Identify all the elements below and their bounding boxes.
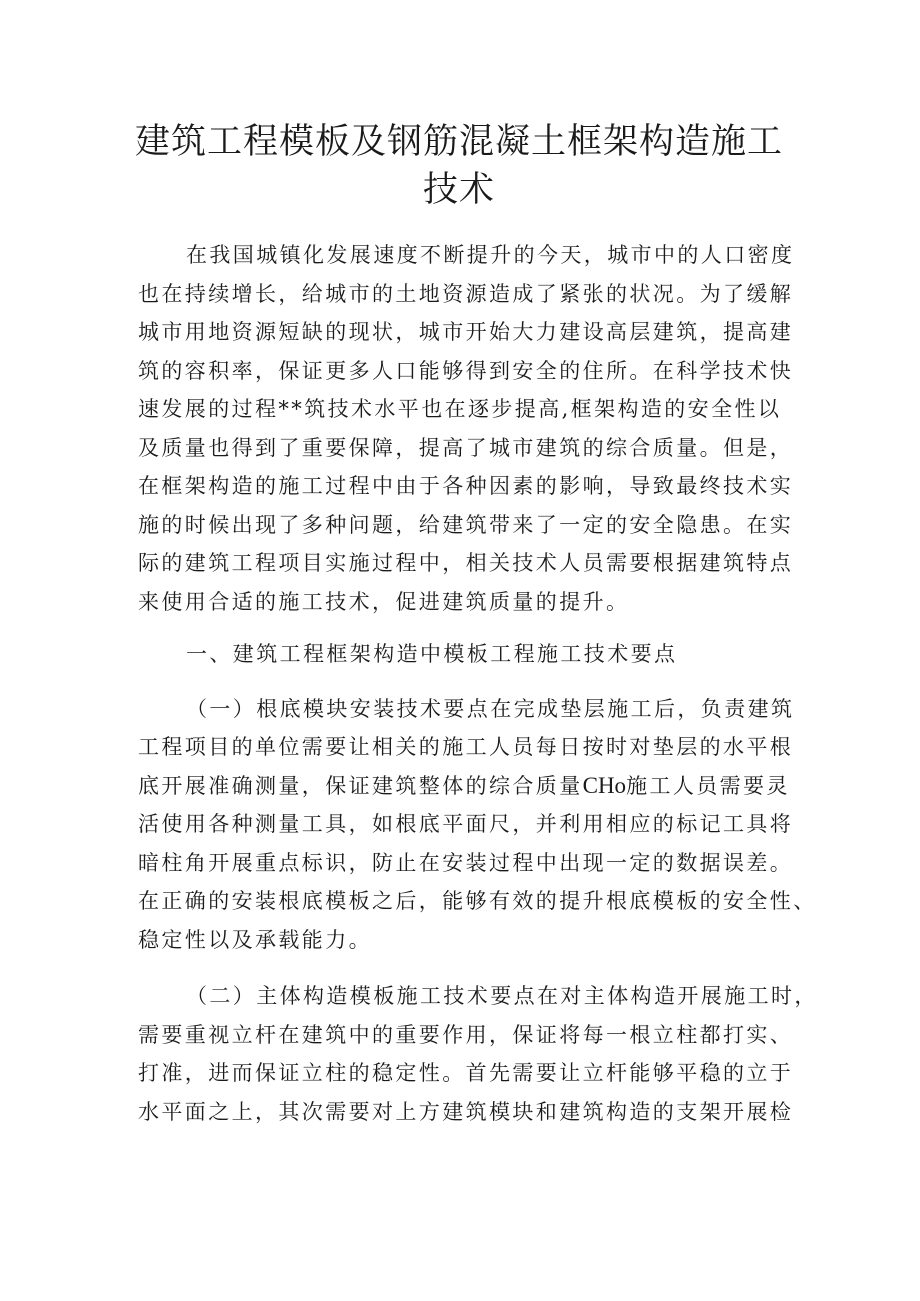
text-run: 底开展准确测量，保证建筑整体的综合质量 (138, 773, 583, 798)
section-1-heading: 一、建筑工程框架构造中模板工程施工技术要点 (186, 642, 678, 666)
text-line: 筑的容积率，保证更多人口能够得到安全的住所。在科学技术快 (138, 358, 794, 383)
subsection-1-paragraph (138, 690, 817, 960)
text-line: 施的时候出现了多种问题，给建筑带来了一定的安全隐患。在实 (138, 512, 794, 537)
text-line: （一）根底模块安装技术要点在完成垫层施工后，负责建筑 (186, 696, 795, 721)
text-line: 际的建筑工程项目实施过程中，相关技术人员需要根据建筑特点 (138, 551, 794, 575)
text-line: 稳定性以及承载能力。 (138, 927, 372, 952)
text-line: （二）主体构造模板施工技术要点在对主体构造开展施工时， (186, 984, 818, 1008)
document-title (126, 118, 792, 214)
section-heading (138, 635, 792, 674)
text-line: 在框架构造的施工过程中由于各种因素的影响，导致最终技术实 (138, 474, 794, 498)
intro-paragraph (138, 236, 795, 621)
text-line: 水平面之上，其次需要对上方建筑模块和建筑构造的支架开展检 (138, 1099, 794, 1124)
text-line: 城市用地资源短缺的现状，城市开始大力建设高层建筑，提高建 (138, 320, 794, 344)
text-line (138, 767, 792, 806)
text-run-latin: CHo (582, 772, 627, 798)
text-line: 打准，进而保证立柱的稳定性。首先需要让立杆能够平稳的立于 (138, 1061, 794, 1085)
text-line: 工程项目的单位需要让相关的施工人员每日按时对垫层的水平根 (138, 735, 794, 759)
text-line: 来使用合适的施工技术，促进建筑质量的提升。 (138, 589, 630, 614)
text-line: 及质量也得到了重要保障，提高了城市建筑的综合质量。但是， (138, 435, 794, 460)
title-line-2: 技术 (422, 170, 495, 210)
title-line-1: 建筑工程模板及钢筋混凝土框架构造施工 (134, 122, 783, 162)
text-line: 在正确的安装根底模板之后，能够有效的提升根底模板的安全性、 (138, 889, 817, 913)
text-run: 施工人员需要灵 (626, 773, 790, 798)
text-line: 需要重视立杆在建筑中的重要作用，保证将每一根立柱都打实、 (138, 1022, 794, 1047)
text-line: 也在持续增长，给城市的土地资源造成了紧张的状况。为了缓解 (138, 281, 794, 306)
text-line: 速发展的过程**筑技术水平也在逐步提高,框架构造的安全性以 (138, 397, 782, 421)
subsection-2-paragraph (138, 977, 818, 1131)
text-line: 在我国城镇化发展速度不断提升的今天，城市中的人口密度 (186, 243, 795, 267)
text-line: 活使用各种测量工具，如根底平面尺，并利用相应的标记工具将 (138, 812, 794, 836)
text-line: 暗柱角开展重点标识，防止在安装过程中出现一定的数据误差。 (138, 850, 794, 875)
